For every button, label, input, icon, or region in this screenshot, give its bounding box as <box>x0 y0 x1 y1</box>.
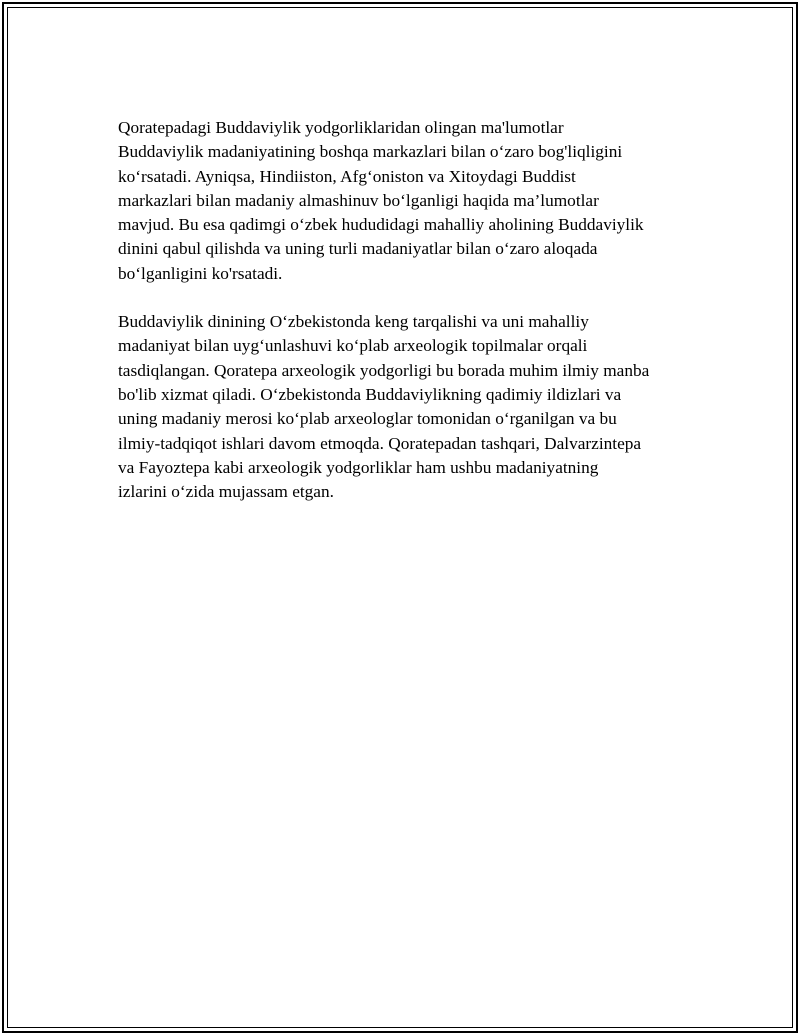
paragraph-line: bo'lib xizmat qiladi. O‘zbekistonda Buddaviylikning qadimiy ildizlari va <box>118 384 622 404</box>
paragraph-line: bo‘lganligini ko'rsatadi. <box>118 263 283 283</box>
paragraph-line: mavjud. Bu esa qadimgi o‘zbek hududidagi mahalliy aholining Buddaviylik <box>118 215 644 235</box>
paragraph-line: Buddaviylik dinining O‘zbekistonda keng tarqalishi va uni mahalliy <box>118 312 589 332</box>
paragraph-line: ko‘rsatadi. Ayniqsa, Hindiiston, Afg‘oniston va Xitoydagi Buddist <box>118 166 576 186</box>
document-body <box>118 116 690 504</box>
paragraph-line: madaniyat bilan uyg‘unlashuvi ko‘plab arxeologik topilmalar orqali <box>118 336 588 356</box>
paragraph-line: dinini qabul qilishda va uning turli madaniyatlar bilan o‘zaro aloqada <box>118 239 598 259</box>
paragraph-1 <box>118 116 690 286</box>
paragraph-line: uning madaniy merosi ko‘plab arxeologlar tomonidan o‘rganilgan va bu <box>118 409 617 429</box>
paragraph-2 <box>118 310 690 504</box>
paragraph-line: ilmiy-tadqiqot ishlari davom etmoqda. Qoratepadan tashqari, Dalvarzintepa <box>118 433 642 453</box>
paragraph-line: markazlari bilan madaniy almashinuv bo‘lganligi haqida ma’lumotlar <box>118 190 599 210</box>
paragraph-line: va Fayoztepa kabi arxeologik yodgorliklar ham ushbu madaniyatning <box>118 457 599 477</box>
paragraph-line: izlarini o‘zida mujassam etgan. <box>118 482 334 502</box>
paragraph-line: Qoratepadagi Buddaviylik yodgorliklaridan olingan ma'lumotlar <box>118 118 564 137</box>
paragraph-line: tasdiqlangan. Qoratepa arxeologik yodgorligi bu borada muhim ilmiy manba <box>118 360 650 380</box>
paragraph-line: Buddaviylik madaniyatining boshqa markazlari bilan o‘zaro bog'liqligini <box>118 142 623 162</box>
